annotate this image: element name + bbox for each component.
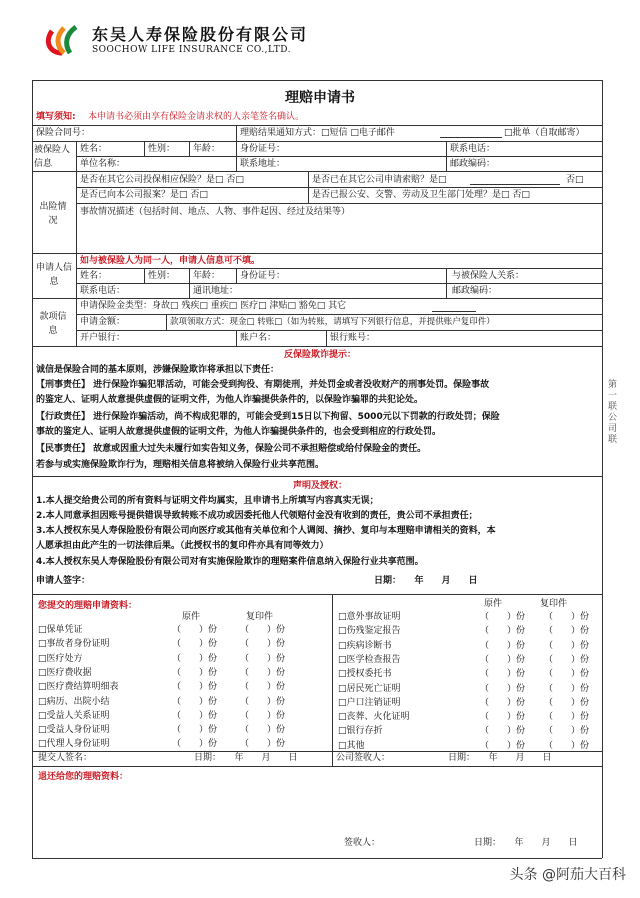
insured-id: 身份证号： — [240, 144, 286, 154]
declaration-title: 声明及授权： — [292, 481, 347, 491]
accident-q4: 是否已报公安、交警、劳动及卫生部门处理？是□ 否□ — [312, 190, 530, 200]
right-doc-copy-count[interactable]: （ ）份 — [544, 712, 590, 723]
right-doc-copy-count[interactable]: （ ）份 — [544, 726, 590, 737]
right-doc-copy-count[interactable]: （ ）份 — [544, 697, 590, 708]
left-col-original: 原件 — [182, 612, 201, 622]
right-doc-item[interactable]: □居民死亡证明 — [338, 683, 401, 694]
right-doc-copy-count[interactable]: （ ）份 — [544, 612, 590, 622]
insured-age: 年龄： — [193, 144, 221, 154]
insured-info-label: 被保险人信息 — [34, 145, 71, 169]
left-doc-item[interactable]: □医疗处方 — [38, 653, 83, 664]
right-doc-original-count[interactable]: （ ）份 — [480, 697, 526, 708]
right-doc-copy-count[interactable]: （ ）份 — [544, 740, 590, 751]
fraud-p1: 【刑事责任】 进行保险诈骗犯罪活动，可能会受到拘役、有期徒刑，并处罚金或者没收财产的刑事处罚。保险事故 — [36, 380, 490, 390]
accident-q2-no: 否□ — [566, 175, 584, 185]
left-doc-original-count[interactable]: （ ）份 — [172, 653, 218, 664]
right-doc-original-count[interactable]: （ ）份 — [480, 654, 526, 665]
applicant-postcode: 邮政编码： — [452, 286, 498, 296]
insured-phone: 联系电话： — [450, 144, 496, 154]
right-doc-original-count[interactable]: （ ）份 — [480, 683, 526, 694]
left-doc-item[interactable]: □事故者身份证明 — [38, 639, 110, 650]
left-doc-copy-count[interactable]: （ ）份 — [240, 725, 286, 736]
left-doc-original-count[interactable]: （ ）份 — [172, 696, 218, 707]
left-doc-original-count[interactable]: （ ）份 — [172, 667, 218, 678]
left-col-copy: 复印件 — [246, 612, 274, 622]
left-doc-original-count[interactable]: （ ）份 — [172, 639, 218, 650]
right-doc-original-count[interactable]: （ ）份 — [480, 740, 526, 751]
left-doc-copy-count[interactable]: （ ）份 — [240, 639, 286, 650]
right-doc-original-count[interactable]: （ ）份 — [480, 612, 526, 622]
declaration-d4: 4.本人授权东吴人寿保险股份有限公司对有实施保险欺诈的理赔案件信息纳入保险行业共享范围。 — [36, 557, 424, 567]
right-doc-original-count[interactable]: （ ）份 — [480, 712, 526, 723]
accident-q1: 是否在其它公司投保相应保险？是□ 否□ — [80, 175, 244, 185]
left-doc-item[interactable]: □保单凭证 — [38, 625, 83, 635]
notify-extra: □批单（自取邮寄） — [504, 128, 585, 138]
left-doc-item[interactable]: □代理人身份证明 — [38, 739, 110, 750]
left-doc-original-count[interactable]: （ ）份 — [172, 725, 218, 736]
accident-q3: 是否已向本公司报案？是□ 否□ — [80, 190, 208, 200]
left-doc-copy-count[interactable]: （ ）份 — [240, 710, 286, 721]
declaration-date: 日期： 年 月 日 — [374, 576, 478, 586]
right-doc-item[interactable]: □户口注销证明 — [338, 697, 401, 708]
fraud-p0: 诚信是保险合同的基本原则，涉嫌保险欺诈将承担以下责任： — [36, 365, 280, 375]
watermark: 头条 @阿茄大百科 — [509, 867, 626, 883]
company-signer-date: 日期： 年 月 日 — [448, 753, 552, 763]
right-doc-item[interactable]: □银行存折 — [338, 726, 383, 737]
right-doc-item[interactable]: □丧葬、火化证明 — [338, 712, 410, 723]
right-col-original: 原件 — [484, 599, 503, 609]
insured-gender: 性别： — [148, 144, 176, 154]
payment-holder: 账户名： — [240, 333, 277, 343]
insured-postcode: 邮政编码： — [450, 159, 496, 169]
applicant-gender: 性别： — [148, 271, 176, 281]
right-doc-copy-count[interactable]: （ ）份 — [544, 640, 590, 651]
company-logo — [40, 22, 84, 56]
right-doc-item[interactable]: □意外事故证明 — [338, 612, 401, 622]
accident-desc: 事故情况描述（包括时间、地点、人物、事件起因、经过及结果等） — [80, 207, 351, 217]
left-doc-original-count[interactable]: （ ）份 — [172, 710, 218, 721]
declaration-d2: 2.本人同意承担因账号提供错误导致转账不成功或因委托他人代领赔付金没有收到的责任，贵公司不承担责任； — [36, 511, 478, 521]
left-doc-item[interactable]: □受益人身份证明 — [38, 725, 110, 736]
left-doc-original-count[interactable]: （ ）份 — [172, 739, 218, 750]
return-receiver: 签收人： — [344, 838, 381, 848]
fraud-p2: 【行政责任】 进行保险诈骗活动，尚不构成犯罪的，可能会受到15日以下拘留、5000元以下罚款的行政处罚；保险 — [36, 412, 500, 422]
applicant-id: 身份证号： — [240, 271, 286, 281]
payment-bank: 开户银行： — [80, 333, 126, 343]
left-doc-item[interactable]: □受益人关系证明 — [38, 710, 110, 721]
left-doc-copy-count[interactable]: （ ）份 — [240, 653, 286, 664]
right-doc-item[interactable]: □疾病诊断书 — [338, 640, 392, 651]
fraud-p1b: 的鉴定人、证明人故意提供虚假的证明文件，为他人诈骗提供条件的，以保险诈骗罪的共犯论处。 — [36, 395, 424, 405]
right-doc-original-count[interactable]: （ ）份 — [480, 640, 526, 651]
right-doc-item[interactable]: □医学检查报告 — [338, 654, 401, 665]
right-doc-copy-count[interactable]: （ ）份 — [544, 654, 590, 665]
fraud-p3: 【民事责任】 故意或因重大过失未履行如实告知义务，保险公司不承担赔偿或给付保险金的责任。 — [36, 444, 427, 454]
right-doc-original-count[interactable]: （ ）份 — [480, 626, 526, 637]
left-doc-item[interactable]: □医疗费结算明细表 — [38, 682, 119, 693]
declaration-d3b: 人愿承担由此产生的一切法律后果。（此授权书的复印件亦具有同等效力） — [36, 541, 329, 551]
insured-address: 联系地址： — [240, 159, 286, 169]
declaration-d3: 3.本人授权东吴人寿保险股份有限公司向医疗或其他有关单位和个人调阅、摘抄、复印与本理赔申请相关的资料，本 — [36, 526, 496, 536]
accident-q2: 是否已在其它公司申请索赔？是□ — [312, 175, 447, 185]
submitter-date: 日期： 年 月 日 — [194, 753, 298, 763]
submitter-label: 提交人签名： — [38, 753, 93, 763]
applicant-name: 姓名： — [80, 271, 108, 281]
right-doc-copy-count[interactable]: （ ）份 — [544, 626, 590, 637]
accident-label: 出险情况 — [39, 202, 67, 226]
payment-amount: 申请金额： — [80, 317, 126, 327]
notice-label: 填写须知: — [36, 112, 76, 122]
payment-types: 申请保险金类型：身故□ 残疾□ 重疾□ 医疗□ 津贴□ 豁免□ 其它 — [80, 301, 347, 311]
applicant-label: 申请人信息 — [35, 263, 72, 287]
insured-name: 姓名： — [80, 144, 108, 154]
documents-title: 您提交的理赔申请资料： — [38, 601, 138, 611]
left-doc-original-count[interactable]: （ ）份 — [172, 625, 218, 635]
right-doc-item[interactable]: □授权委托书 — [338, 669, 392, 680]
company-name-en: SOOCHOW LIFE INSURANCE CO.,LTD. — [92, 45, 291, 55]
right-doc-item[interactable]: □其他 — [338, 740, 365, 751]
notify-method: 理赔结果通知方式：□短信 □电子邮件 — [240, 128, 395, 138]
left-doc-item[interactable]: □病历、出院小结 — [38, 696, 110, 707]
right-doc-copy-count[interactable]: （ ）份 — [544, 683, 590, 694]
insured-employer: 单位名称： — [80, 159, 126, 169]
right-col-copy: 复印件 — [540, 599, 568, 609]
return-date: 日期： 年 月 日 — [474, 838, 578, 848]
right-doc-copy-count[interactable]: （ ）份 — [544, 669, 590, 680]
form-title: 理赔申请书 — [285, 90, 355, 106]
company-name-cn: 东吴人寿保险股份有限公司 — [92, 25, 309, 44]
right-doc-original-count[interactable]: （ ）份 — [480, 726, 526, 737]
return-title: 退还给您的理赔资料： — [38, 772, 129, 782]
left-doc-copy-count[interactable]: （ ）份 — [240, 682, 286, 693]
company-signer-label: 公司签收人： — [336, 753, 391, 763]
declaration-d1: 1.本人提交给贵公司的所有资料与证明文件均属实，且申请书上所填写内容真实无误； — [36, 496, 379, 506]
notice-text: 本申请书必须由享有保险金请求权的人亲笔签名确认。 — [88, 112, 305, 122]
left-doc-original-count[interactable]: （ ）份 — [172, 682, 218, 693]
payment-method: 款项领取方式：现金□ 转账□（如为转账，请填写下列银行信息，并提供账户复印件） — [170, 317, 495, 327]
left-doc-copy-count[interactable]: （ ）份 — [240, 625, 286, 635]
applicant-signature-label: 申请人签字： — [36, 576, 91, 586]
fraud-title: 反保险欺诈提示： — [283, 350, 356, 360]
fraud-p2b: 事故的鉴定人、证明人故意提供虚假的证明文件，为他人诈骗提供条件的，也会受到相应的行政处罚。 — [36, 427, 442, 437]
left-doc-copy-count[interactable]: （ ）份 — [240, 667, 286, 678]
applicant-phone: 联系电话： — [80, 286, 126, 296]
right-doc-original-count[interactable]: （ ）份 — [480, 669, 526, 680]
payment-account: 银行账号： — [330, 333, 376, 343]
applicant-age: 年龄： — [193, 271, 221, 281]
side-note: 第一联 公司联 — [608, 380, 618, 445]
applicant-note: 如与被保险人为同一人，申请人信息可不填。 — [80, 256, 261, 266]
applicant-address: 通讯地址： — [193, 286, 239, 296]
applicant-relation: 与被保险人关系： — [452, 271, 525, 281]
payment-label: 款项信息 — [39, 312, 67, 336]
logo-icon — [40, 22, 84, 56]
contract-no-label: 保险合同号： — [36, 128, 91, 138]
left-doc-copy-count[interactable]: （ ）份 — [240, 696, 286, 707]
fraud-p4: 若参与或实施保险欺诈行为，理赔相关信息将被纳入保险行业共享范围。 — [36, 460, 325, 470]
right-doc-item[interactable]: □伤残鉴定报告 — [338, 626, 401, 637]
left-doc-copy-count[interactable]: （ ）份 — [240, 739, 286, 750]
left-doc-item[interactable]: □医疗费收据 — [38, 667, 92, 678]
